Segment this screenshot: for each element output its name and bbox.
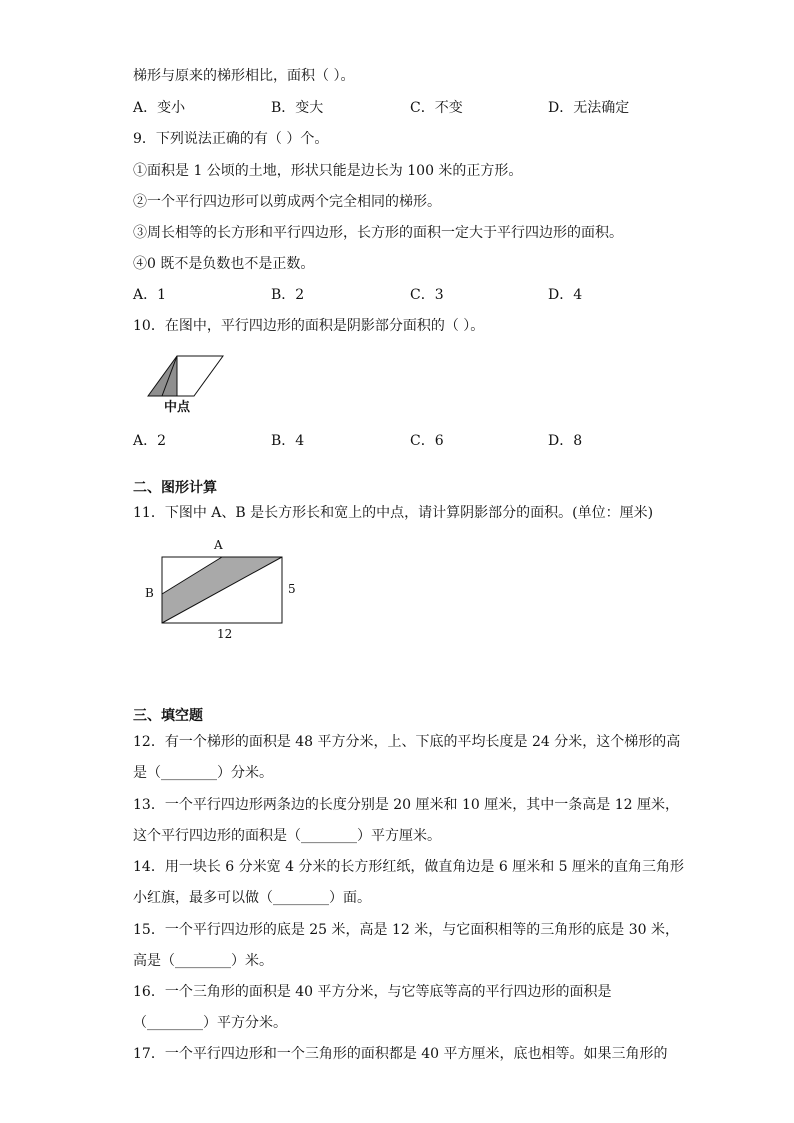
- q13-line-1: 13．一个平行四边形两条边的长度分别是 20 厘米和 10 厘米，其中一条高是 12 厘米，: [133, 797, 679, 813]
- q12-line-2: 是（________）分米。: [133, 765, 273, 781]
- q16-line-1: 16．一个三角形的面积是 40 平方分米，与它等底等高的平行四边形的面积是: [133, 984, 612, 1000]
- q9-statement-3: ③周长相等的长方形和平行四边形，长方形的面积一定大于平行四边形的面积。: [133, 225, 623, 241]
- q9-option-d[interactable]: D．4: [548, 287, 583, 303]
- q14-line-2: 小红旗，最多可以做（________）面。: [133, 890, 371, 906]
- q11-label-length: 12: [217, 627, 233, 641]
- q17-line-1: 17．一个平行四边形和一个三角形的面积都是 40 平方厘米，底也相等。如果三角形的: [133, 1046, 668, 1062]
- q16-line-2: （________）平方分米。: [133, 1015, 287, 1031]
- q15-line-2: 高是（________）米。: [133, 953, 273, 969]
- q11-stem: 11．下图中 A、B 是长方形长和宽上的中点，请计算阴影部分的面积。(单位：厘米): [133, 505, 654, 521]
- q11-label-a: A: [214, 538, 223, 552]
- q8-stem-tail: 梯形与原来的梯形相比，面积（ ）。: [133, 68, 355, 84]
- q11-figure: [140, 534, 310, 646]
- section-2-title: 二、图形计算: [133, 480, 217, 496]
- q13-line-2: 这个平行四边形的面积是（________）平方厘米。: [133, 828, 441, 844]
- q9-option-c[interactable]: C．3: [410, 287, 444, 303]
- q8-option-b[interactable]: B．变大: [271, 100, 324, 116]
- q9-option-b[interactable]: B．2: [271, 287, 305, 303]
- q8-option-a[interactable]: A．变小: [133, 100, 186, 116]
- q8-options: [133, 99, 693, 117]
- q8-option-d[interactable]: D．无法确定: [548, 100, 630, 116]
- q9-statement-1: ①面积是 1 公顷的土地，形状只能是边长为 100 米的正方形。: [133, 163, 523, 179]
- q9-statement-2: ②一个平行四边形可以剪成两个完全相同的梯形。: [133, 194, 441, 210]
- q11-label-b: B: [145, 586, 154, 600]
- q9-option-a[interactable]: A．1: [133, 287, 167, 303]
- q10-figure: [140, 350, 240, 420]
- q10-option-a[interactable]: A．2: [133, 433, 167, 449]
- q9-options: [133, 286, 693, 304]
- q9-statement-4: ④0 既不是负数也不是正数。: [133, 256, 315, 272]
- q8-option-c[interactable]: C．不变: [410, 100, 463, 116]
- q11-label-width: 5: [288, 582, 296, 596]
- q15-line-1: 15．一个平行四边形的底是 25 米，高是 12 米，与它面积相等的三角形的底是 30 米，: [133, 922, 679, 938]
- q10-options: [133, 432, 693, 450]
- q10-option-b[interactable]: B．4: [271, 433, 305, 449]
- q12-line-1: 12．有一个梯形的面积是 48 平方分米，上、下底的平均长度是 24 分米，这个梯形的高: [133, 734, 681, 750]
- q10-option-d[interactable]: D．8: [548, 433, 583, 449]
- q10-stem: 10．在图中，平行四边形的面积是阴影部分面积的（ ）。: [133, 318, 485, 334]
- q10-option-c[interactable]: C．6: [410, 433, 444, 449]
- q10-midpoint-label: 中点: [164, 400, 191, 415]
- q14-line-1: 14．用一块长 6 分米宽 4 分米的长方形红纸，做直角边是 6 厘米和 5 厘米的直角三角形: [133, 859, 685, 875]
- q9-stem: 9．下列说法正确的有（ ）个。: [133, 131, 329, 147]
- section-3-title: 三、填空题: [133, 708, 203, 724]
